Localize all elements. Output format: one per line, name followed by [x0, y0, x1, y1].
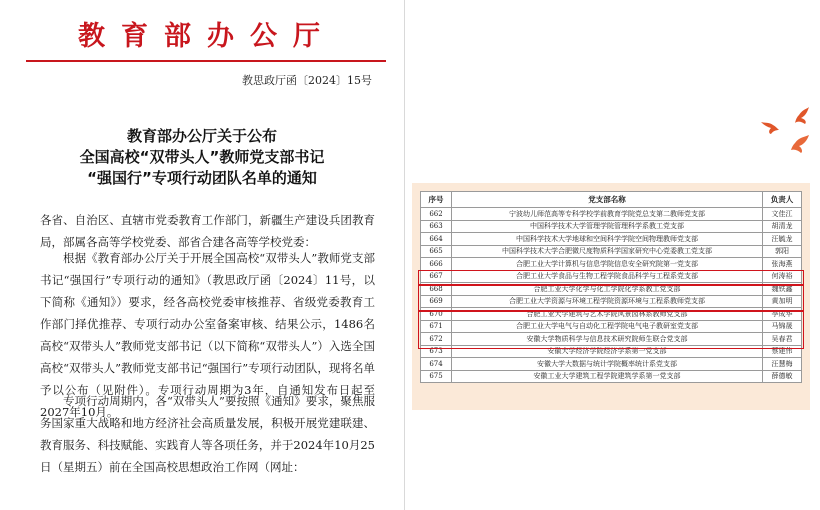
column-header-branch-name: 党支部名称 [452, 192, 763, 208]
cell-branch-name: 中国科学技术大学管理学院管理科学系教工党支部 [452, 220, 763, 233]
document-header-title: 教育部办公厅 [78, 21, 336, 52]
cell-leader: 胡清龙 [763, 220, 802, 233]
cell-number: 674 [421, 358, 452, 371]
cell-leader: 黄加明 [763, 295, 802, 308]
table-row [421, 358, 802, 371]
cell-number: 666 [421, 258, 452, 271]
cell-number: 672 [421, 333, 452, 346]
table-row [421, 233, 802, 246]
cell-branch-name: 合肥工业大学化学与化工学院化学系教工党支部 [452, 283, 763, 296]
bird-silhouette-icon [755, 103, 815, 163]
cell-number: 662 [421, 208, 452, 221]
cell-branch-name: 宁波幼儿师范高等专科学校学前教育学院党总支第二教师党支部 [452, 208, 763, 221]
cell-leader: 文佳江 [763, 208, 802, 221]
cell-branch-name: 中国科学技术大学合肥微尺度物质科学国家研究中心党委教工党支部 [452, 245, 763, 258]
cell-branch-name: 安徽大学大数据与统计学院概率统计系党支部 [452, 358, 763, 371]
table-row [421, 208, 802, 221]
cell-number: 668 [421, 283, 452, 296]
cell-number: 663 [421, 220, 452, 233]
cell-leader: 李成华 [763, 308, 802, 321]
cell-branch-name: 合肥工业大学建筑与艺术学院风景园林系教师党支部 [452, 308, 763, 321]
cell-number: 669 [421, 295, 452, 308]
cell-branch-name: 合肥工业大学计算机与信息学院信息安全研究院第一党支部 [452, 258, 763, 271]
cell-number: 675 [421, 370, 452, 383]
cell-leader: 马锦晟 [763, 320, 802, 333]
cell-branch-name: 安徽工业大学建筑工程学院建筑学系第一党支部 [452, 370, 763, 383]
document-number: 教思政厅函〔2024〕15号 [242, 74, 372, 87]
cell-number: 667 [421, 270, 452, 283]
cell-leader: 薛德敏 [763, 370, 802, 383]
highlight-box [418, 285, 804, 311]
body-paragraph [40, 390, 375, 478]
paragraph-text: 专项行动周期内，各“双带头人”要按照《通知》要求，聚焦服务国家重大战略和地方经济社会高质量发展，积极开展党建联建、教育服务、科技赋能、实践育人等各项任务，并于2024年10月25日（星期五）前在全国高校思想政治工作网（网址： [40, 394, 375, 474]
highlight-box [418, 270, 804, 285]
cell-number: 665 [421, 245, 452, 258]
cell-leader: 何涛裕 [763, 270, 802, 283]
cell-number: 670 [421, 308, 452, 321]
document-page [0, 0, 405, 510]
notice-title-line: 教育部办公厅关于公布 [126, 127, 277, 145]
cell-leader: 吴春君 [763, 333, 802, 346]
cell-branch-name: 合肥工业大学食品与生物工程学院食品科学与工程系党支部 [452, 270, 763, 283]
table-excerpt-card [412, 183, 810, 410]
cell-branch-name: 合肥工业大学电气与自动化工程学院电气电子教研室党支部 [452, 320, 763, 333]
column-header-leader: 负责人 [763, 192, 802, 208]
cell-leader: 张海燕 [763, 258, 802, 271]
cell-number: 671 [421, 320, 452, 333]
cell-leader: 汪毓龙 [763, 233, 802, 246]
cell-branch-name: 安徽大学物质科学与信息技术研究院师生联合党支部 [452, 333, 763, 346]
paragraph-text: 各省、自治区、直辖市党委教育工作部门，新疆生产建设兵团教育局，部属各高等学校党委、部省合建各高等学校党委： [40, 213, 375, 249]
table-header-row [421, 192, 802, 208]
table-row [421, 245, 802, 258]
table-row [421, 258, 802, 271]
cell-number: 673 [421, 345, 452, 358]
cell-branch-name: 安徽大学经济学院经济学系第一党支部 [452, 345, 763, 358]
cell-leader: 蔡建伟 [763, 345, 802, 358]
paragraph-text: 根据《教育部办公厅关于开展全国高校“双带头人”教师党支部书记“强国行”专项行动的通知》（教思政厅函〔2024〕11号，以下简称《通知》）要求，经各高校党委审核推荐、省级党委教育工作部门择优推荐、专项行动办公室备案审核、结果公示，1486名高校“双带头人”教师党支部书记（以下简称“双带头人”）入选全国高校“双带头人”教师党支部书记“强国行”专项行动团队，现将名单予以公布（见附件）。专项行动周期为3年，自通知发布日起至2027年10月。 [40, 251, 375, 419]
cell-leader: 魏铁鑫 [763, 283, 802, 296]
notice-title [0, 126, 404, 189]
highlight-box [418, 311, 804, 349]
red-header-rule [26, 60, 386, 62]
column-header-number: 序号 [421, 192, 452, 208]
table-row [421, 370, 802, 383]
table-row [421, 220, 802, 233]
cell-number: 664 [421, 233, 452, 246]
cell-leader: 汪慧梅 [763, 358, 802, 371]
notice-title-line: “强国行”专项行动团队名单的通知 [87, 169, 317, 187]
cell-branch-name: 合肥工业大学资源与环境工程学院资源环境与工程系教师党支部 [452, 295, 763, 308]
notice-title-line: 全国高校“双带头人”教师党支部书记 [79, 148, 325, 166]
cell-branch-name: 中国科学技术大学地球和空间科学学院空间物理教师党支部 [452, 233, 763, 246]
cell-leader: 郭阳 [763, 245, 802, 258]
